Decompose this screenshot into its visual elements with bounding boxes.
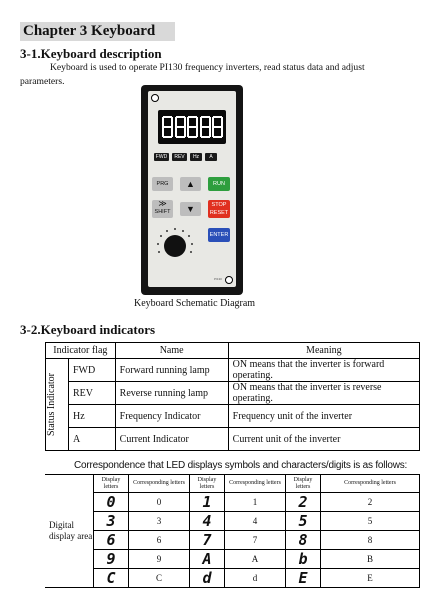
led-digit — [187, 116, 198, 138]
led-correspondence-table — [45, 474, 420, 588]
corresponding-value: 6 — [129, 531, 190, 550]
led-digit — [200, 116, 211, 138]
segment-glyph: 3 — [94, 512, 129, 531]
flag-cell: Hz — [69, 405, 116, 428]
table-row — [46, 405, 420, 428]
segment-glyph: 5 — [286, 512, 321, 531]
flag-cell: FWD — [69, 359, 116, 382]
led-digit — [212, 116, 223, 138]
keyboard-schematic — [141, 85, 243, 295]
shift-arrow-icon: ≫ — [158, 199, 167, 208]
table-row — [45, 493, 420, 512]
table-row — [45, 569, 420, 588]
col-header-flag: Indicator flag — [46, 343, 116, 359]
indicator-rev: REV — [172, 153, 187, 161]
correspondence-intro: Correspondence that LED displays symbols and characters/digits is as follows: — [74, 460, 408, 471]
header-display: Display letters — [286, 475, 321, 493]
keyboard-panel — [148, 91, 236, 287]
name-cell: Current Indicator — [115, 428, 228, 451]
indicator-table — [45, 342, 420, 451]
meaning-cell: Frequency unit of the inverter — [228, 405, 419, 428]
area-label: Digital display area — [45, 475, 94, 588]
shift-key[interactable] — [152, 200, 173, 218]
segment-glyph: 8 — [286, 531, 321, 550]
corresponding-value: 4 — [225, 512, 286, 531]
corresponding-value: 0 — [129, 493, 190, 512]
run-key[interactable]: RUN — [208, 177, 230, 191]
segment-glyph: 4 — [190, 512, 225, 531]
flag-cell: A — [69, 428, 116, 451]
flag-cell: REV — [69, 382, 116, 405]
reset-label: RESET — [209, 210, 229, 216]
prg-key[interactable]: PRG — [152, 177, 173, 191]
corresponding-value: 8 — [321, 531, 420, 550]
table-row — [45, 512, 420, 531]
segment-glyph: 7 — [190, 531, 225, 550]
corresponding-value: A — [225, 550, 286, 569]
enter-key[interactable]: ENTER — [208, 228, 230, 242]
segment-glyph: 9 — [94, 550, 129, 569]
segment-glyph: C — [94, 569, 129, 588]
header-display: Display letters — [94, 475, 129, 493]
led-digit — [162, 116, 173, 138]
segment-glyph: 0 — [94, 493, 129, 512]
group-cell — [46, 359, 69, 451]
indicator-fwd: FWD — [155, 154, 168, 160]
chapter-title: Chapter 3 Keyboard — [20, 22, 175, 41]
name-cell: Reverse running lamp — [115, 382, 228, 405]
table-row — [45, 531, 420, 550]
segment-glyph: E — [286, 569, 321, 588]
table-row — [45, 550, 420, 569]
down-key[interactable]: ▼ — [180, 202, 201, 216]
col-header-meaning: Meaning — [228, 343, 419, 359]
indicator-hz: Hz — [190, 153, 202, 161]
up-key[interactable]: ▲ — [180, 177, 201, 191]
col-header-name: Name — [115, 343, 228, 359]
name-cell: Forward running lamp — [115, 359, 228, 382]
model-mark: PI130 — [214, 277, 222, 281]
screw-hole — [151, 94, 159, 102]
header-display: Display letters — [190, 475, 225, 493]
corresponding-value: 5 — [321, 512, 420, 531]
stop-reset-key[interactable] — [208, 200, 230, 218]
segment-glyph: d — [190, 569, 225, 588]
table-row — [46, 428, 420, 451]
header-corresponding: Corresponding letters — [129, 475, 190, 493]
indicator-a: A — [205, 153, 217, 161]
stop-label: STOP — [211, 202, 227, 208]
segment-glyph: b — [286, 550, 321, 569]
segment-glyph: 2 — [286, 493, 321, 512]
header-corresponding: Corresponding letters — [225, 475, 286, 493]
keyboard-caption: Keyboard Schematic Diagram — [134, 298, 256, 309]
section2-heading: 3-2.Keyboard indicators — [20, 322, 156, 337]
led-display — [158, 110, 226, 144]
corresponding-value: 1 — [225, 493, 286, 512]
potentiometer-knob[interactable] — [164, 235, 186, 257]
table-row — [46, 359, 420, 382]
group-label: Status Indicator — [46, 372, 57, 437]
segment-glyph: A — [190, 550, 225, 569]
section1-paragraph-line2: parameters. — [20, 76, 65, 87]
corresponding-value: 7 — [225, 531, 286, 550]
table-row — [46, 382, 420, 405]
corresponding-value: 2 — [321, 493, 420, 512]
corresponding-value: 3 — [129, 512, 190, 531]
meaning-cell: Current unit of the inverter — [228, 428, 419, 451]
meaning-cell: ON means that the inverter is forward operating. — [228, 359, 419, 382]
corresponding-value: B — [321, 550, 420, 569]
segment-glyph: 6 — [94, 531, 129, 550]
meaning-cell: ON means that the inverter is reverse operating. — [228, 382, 419, 405]
segment-glyph: 1 — [190, 493, 225, 512]
section1-paragraph-line1: Keyboard is used to operate PI130 frequency inverters, read status data and adjust — [50, 62, 365, 73]
header-corresponding: Corresponding letters — [321, 475, 420, 493]
corresponding-value: 9 — [129, 550, 190, 569]
corresponding-value: C — [129, 569, 190, 588]
corresponding-value: d — [225, 569, 286, 588]
shift-label: SHIFT — [154, 209, 171, 215]
led-digit — [175, 116, 186, 138]
corresponding-value: E — [321, 569, 420, 588]
section1-heading: 3-1.Keyboard description — [20, 46, 162, 61]
screw-hole — [225, 276, 233, 284]
name-cell: Frequency Indicator — [115, 405, 228, 428]
